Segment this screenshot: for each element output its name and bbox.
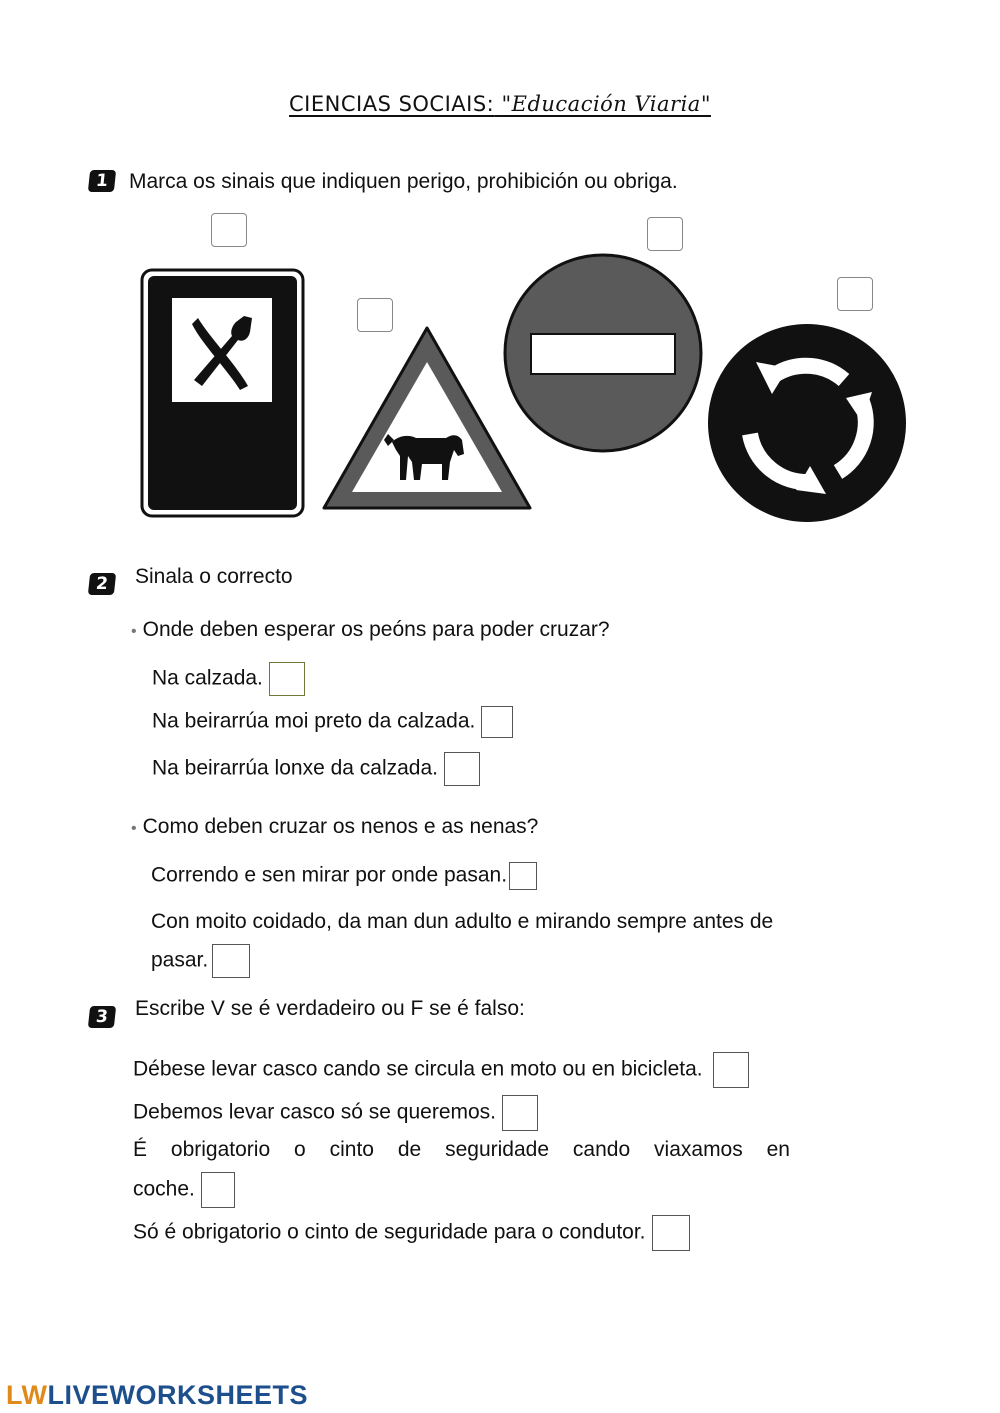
q1-option-3-label: Na beirarrúa lonxe da calzada.: [152, 756, 439, 780]
liveworksheets-logo: LW: [6, 1380, 48, 1410]
q2-option-1-label: Correndo e sen mirar por onde pasan.: [151, 863, 508, 887]
title-topic: "Educación Viaria": [501, 92, 711, 116]
q1-option-2-label: Na beirarrúa moi preto da calzada.: [152, 709, 476, 733]
statement-4-answer-box[interactable]: [652, 1215, 690, 1251]
restaurant-sign: [140, 268, 305, 518]
statement-2-text: Debemos levar casco só se queremos.: [133, 1100, 496, 1124]
question-1: [131, 618, 610, 642]
roundabout-sign-checkbox[interactable]: [837, 277, 873, 311]
q2-option-2-line-2: [151, 944, 250, 978]
section-3-number: 3: [88, 1006, 116, 1028]
footer-brand: [6, 1380, 308, 1411]
q1-option-3-checkbox[interactable]: [444, 752, 480, 786]
q1-option-2: [152, 706, 513, 738]
q2-option-2-line-1: Con moito coidado, da man dun adulto e mirando sempre antes de: [151, 910, 774, 933]
statement-1: [133, 1052, 749, 1088]
question-2: [131, 815, 538, 839]
q1-option-1-checkbox[interactable]: [269, 662, 305, 696]
statement-4-text: Só é obrigatorio o cinto de seguridade para o condutor.: [133, 1220, 646, 1244]
section-1-heading: Marca os sinais que indiquen perigo, prohibición ou obriga.: [129, 170, 678, 193]
statement-4: [133, 1215, 690, 1251]
q2-option-2-label: pasar.: [151, 948, 209, 972]
section-2-heading: Sinala o correcto: [135, 565, 293, 588]
no-entry-sign-checkbox[interactable]: [647, 217, 683, 251]
q2-option-1: [151, 862, 537, 890]
section-2-number: 2: [88, 573, 116, 595]
section-1-number: 1: [88, 170, 116, 192]
roundabout-sign: [706, 322, 908, 524]
statement-3-text: coche.: [133, 1177, 195, 1201]
title-subject: CIENCIAS SOCIAIS:: [289, 92, 495, 116]
no-entry-sign: [502, 252, 704, 454]
section-3-heading: Escribe V se é verdadeiro ou F se é falso:: [135, 997, 525, 1020]
q1-option-1: [152, 662, 305, 696]
statement-3-line-2: [133, 1172, 235, 1208]
statement-1-text: Débese levar casco cando se circula en moto ou en bicicleta.: [133, 1057, 703, 1081]
question-1-text: Onde deben esperar os peóns para poder cruzar?: [142, 618, 610, 641]
statement-2: [133, 1095, 538, 1131]
statement-3-line-1: É obrigatorio o cinto de seguridade cando viaxamos en: [133, 1138, 790, 1161]
q1-option-1-label: Na calzada.: [152, 666, 263, 690]
statement-1-answer-box[interactable]: [713, 1052, 749, 1088]
q1-option-2-checkbox[interactable]: [481, 706, 513, 738]
brand-name: LIVEWORKSHEETS: [47, 1380, 309, 1410]
statement-3-answer-box[interactable]: [201, 1172, 235, 1208]
statement-2-answer-box[interactable]: [502, 1095, 538, 1131]
q2-option-1-checkbox[interactable]: [509, 862, 537, 890]
question-2-text: Como deben cruzar os nenos e as nenas?: [142, 815, 539, 838]
page-title: [0, 92, 1000, 116]
q1-option-3: [152, 752, 480, 786]
restaurant-sign-checkbox[interactable]: [211, 213, 247, 247]
q2-option-2-checkbox[interactable]: [212, 944, 250, 978]
